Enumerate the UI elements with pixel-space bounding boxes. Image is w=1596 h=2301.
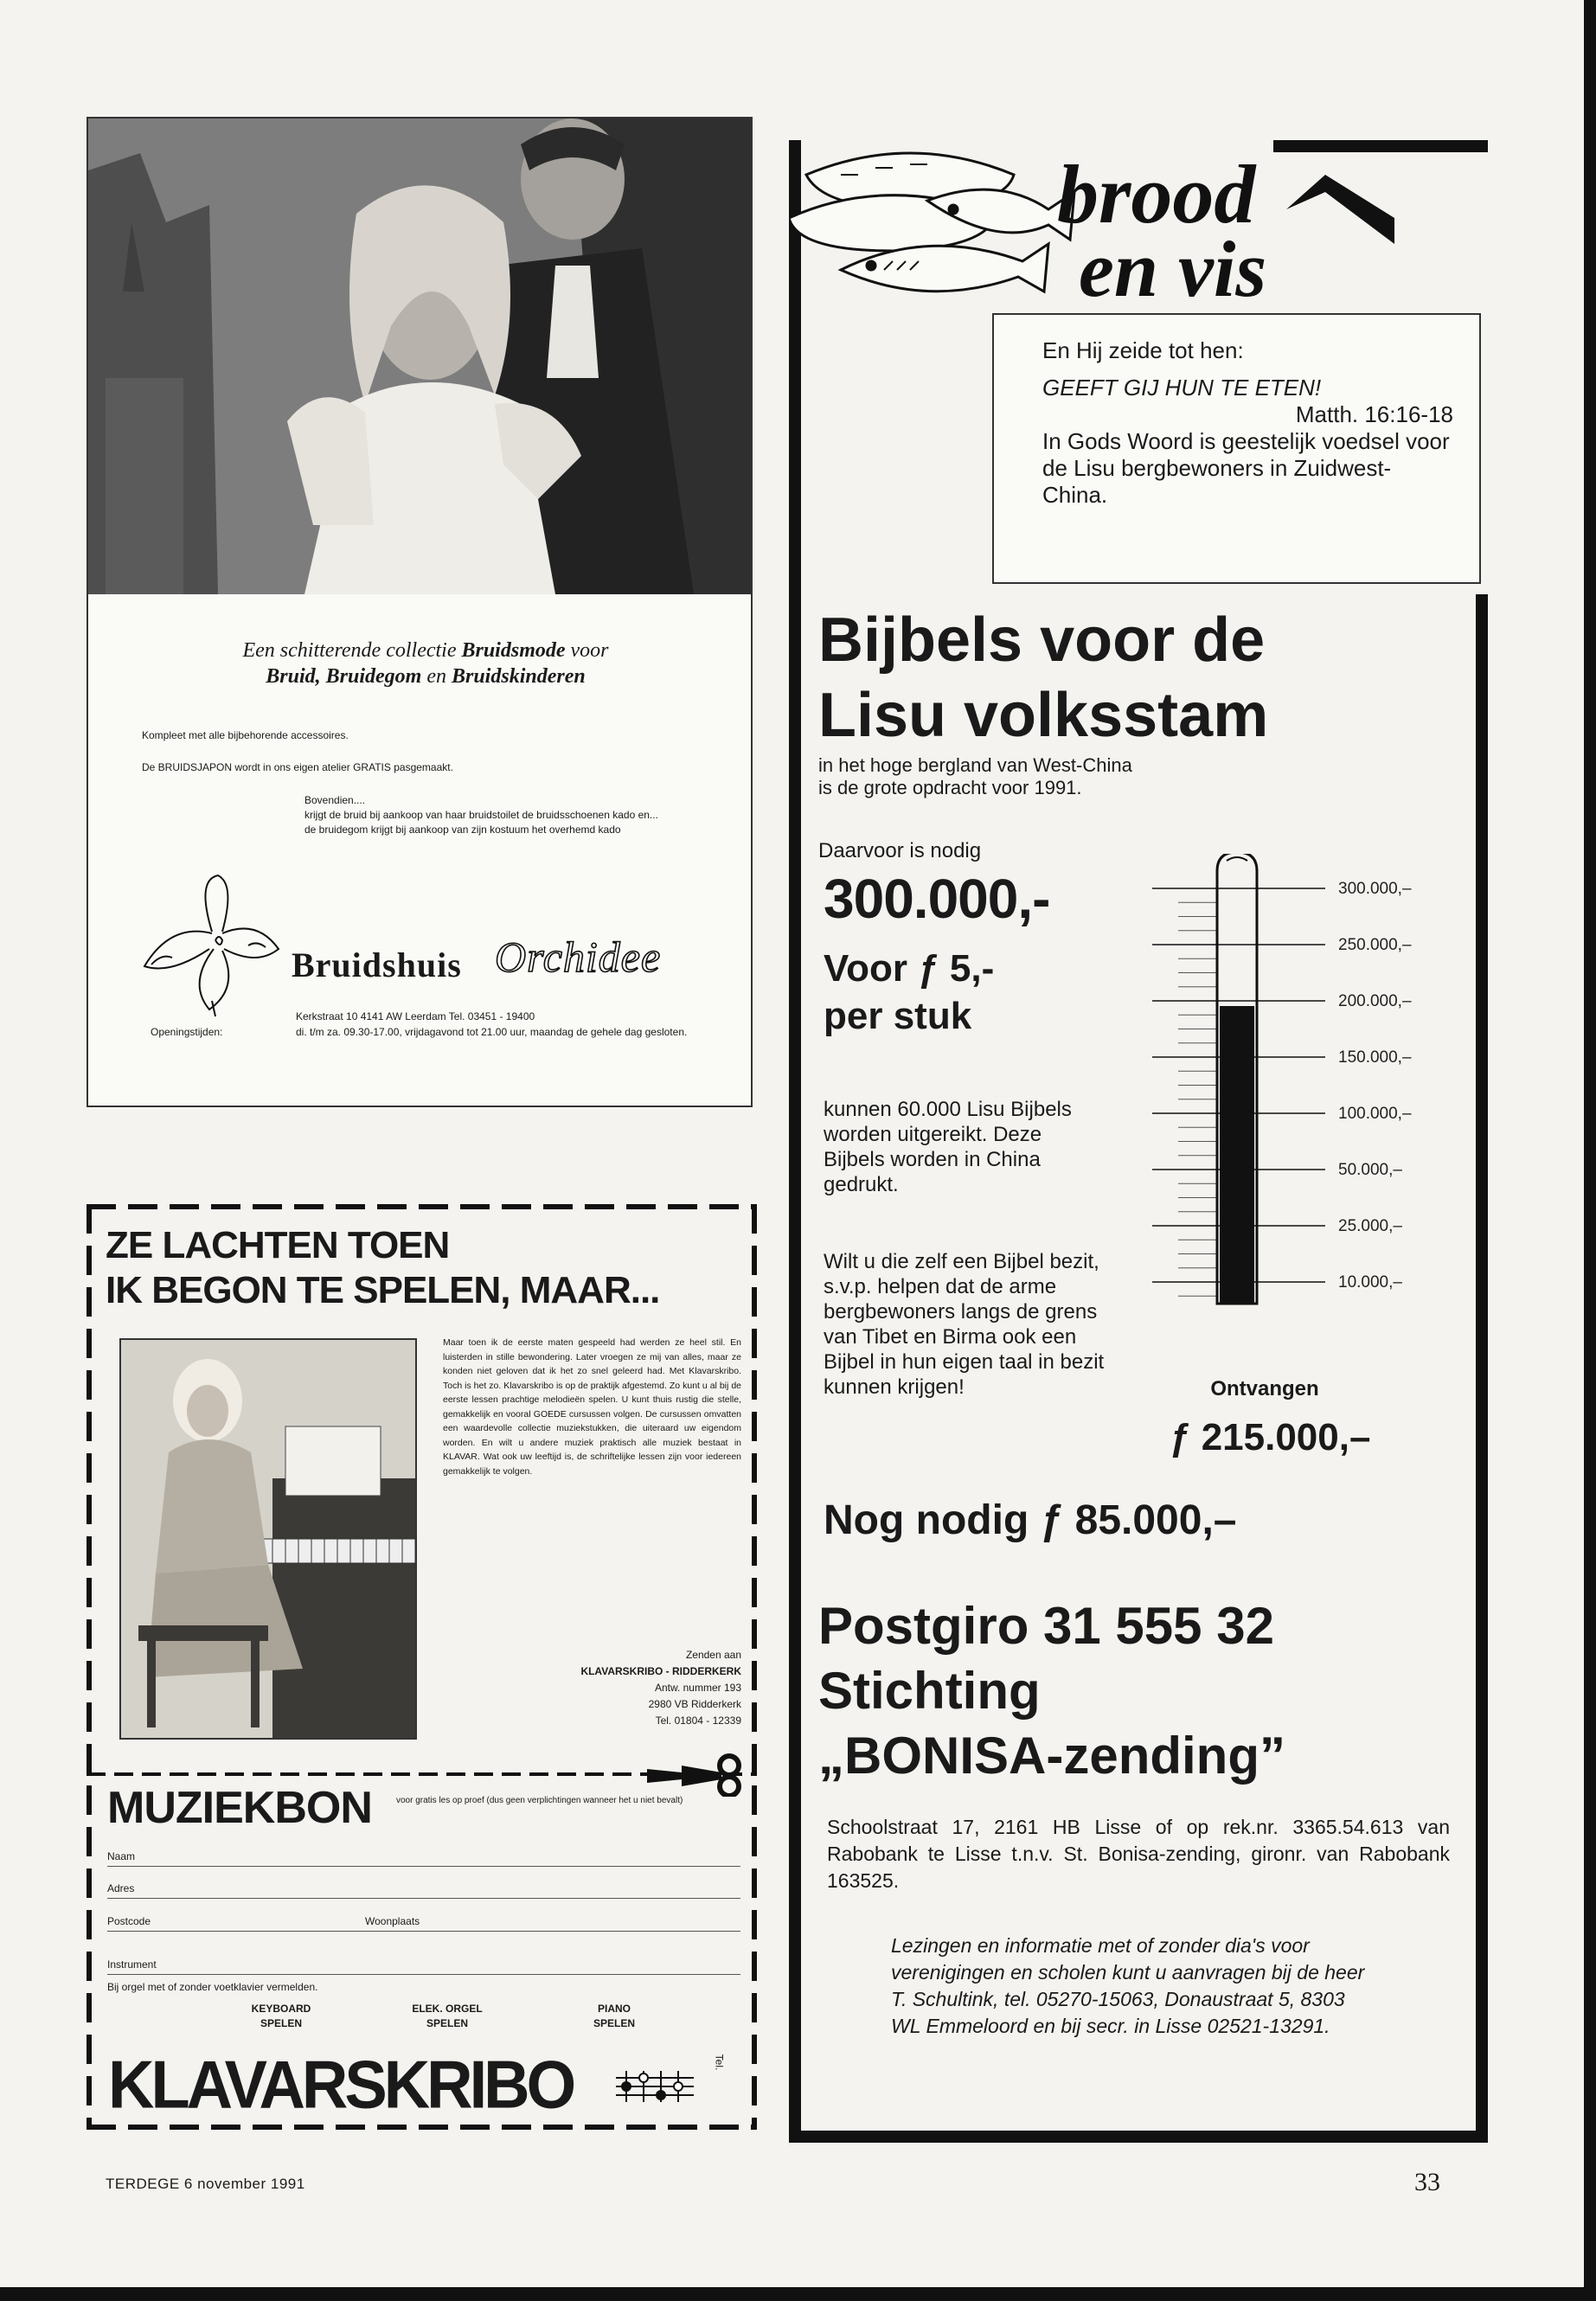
zending-headline: Bijbels voor de Lisu volksstam (818, 606, 1269, 750)
frame-border (789, 140, 801, 2143)
received-label: Ontvangen (1210, 1377, 1319, 1400)
appeal-text: Wilt u die zelf een Bijbel bezit, s.v.p. helpen dat de arme bergbewoners langs de grens van Tibet en Birma ook een Bijbel in hun eigen taal in bezit kunnen krijgen! (824, 1250, 1105, 1399)
organ-player-photo (119, 1338, 417, 1740)
postgiro-block: Postgiro 31 555 32 Stichting „BONISA-zending” (818, 1597, 1285, 1785)
muziek-headline: ZE LACHTEN TOEN IK BEGON TE SPELEN, MAAR... (106, 1224, 660, 1311)
price-per-bible: Voor ƒ 5,- per stuk (824, 947, 995, 1037)
still-needed-amount: Nog nodig ƒ 85.000,– (824, 1497, 1237, 1543)
scale-label: 150.000,– (1338, 1048, 1412, 1067)
bonisa-zending-advertisement (789, 140, 1488, 2143)
muziekbon-note: voor gratis les op proef (dus geen verplichtingen wanneer het u niet bevalt) (396, 1796, 683, 1805)
tel-label: Tel. (713, 2054, 726, 2071)
accessories-text: Kompleet met alle bijbehorende accessoires. (142, 729, 349, 741)
bank-address-text: Schoolstraat 17, 2161 HB Lisse of op rek.nr. 3365.54.613 van Rabobank te Lisse t.n.v. St. Bonisa-zending, gironr. van Rabobank 163525. (827, 1816, 1450, 1892)
bride-tagline: Een schitterende collectie Bruidsmode voor Bruid, Bruidegom en Bruidskinderen (242, 639, 609, 688)
choice-keyboard[interactable]: KEYBOARD SPELEN (251, 2003, 311, 2029)
scale-label: 100.000,– (1338, 1105, 1412, 1123)
choice-piano[interactable]: PIANO SPELEN (593, 2003, 635, 2029)
dashed-border (752, 1204, 757, 2130)
bride-groom-illustration (88, 119, 751, 594)
orgel-note: Bij orgel met of zonder voetklavier vermelden. (107, 1981, 318, 1993)
klavarskribo-advertisement (87, 1204, 757, 2130)
shop-address: Kerkstraat 10 4141 AW Leerdam Tel. 03451 - 19400 (296, 1010, 535, 1022)
dashed-border (87, 2125, 757, 2130)
hours-label: Openingstijden: (151, 1026, 223, 1038)
frame-border (1476, 594, 1488, 2143)
nodig-label: Daarvoor is nodig (818, 839, 982, 862)
lectures-text: Lezingen en informatie met of zonder dia's voor verenigingen en scholen kunt u aanvragen bij de heer T. Schultink, tel. 05270-15063, Donaustraat 5, 8303 WL Emmeloord en bij secr. in Lisse 02521-13291. (891, 1934, 1365, 2037)
muziekbon-title: MUZIEKBON (107, 1783, 372, 1833)
woonplaats-field[interactable]: Woonplaats (365, 1913, 740, 1932)
choice-elek-orgel[interactable]: ELEK. ORGEL SPELEN (412, 2003, 483, 2029)
scripture-reference: Matth. 16:16-18 (1295, 401, 1453, 427)
scale-label: 10.000,– (1338, 1273, 1402, 1292)
page-number: 33 (1414, 2168, 1440, 2196)
scripture-intro: En Hij zeide tot hen: (1042, 337, 1244, 363)
shop-brand-logo: Orchidee (495, 933, 662, 981)
bride-groom-photo (88, 119, 751, 594)
muziek-body-text: Maar toen ik de eerste maten gespeeld had werden ze heel stil. En luisterden in stille bewondering. Later vroegen ze mij van alles, maar ze konden niet geloven dat ik het zo snel geleerd had. Met Klavarskribo. Toch is het zo. Klavarskribo is op de praktijk afgestemd. Zo kunt u al bij de eerste lessen prachtige melodieën spelen. U kunt thuis rustig die stelle, gemakkelijk en vooral GOEDE cursussen volgen. De cursussen omvatten een waardevolle collectie muziekstukken, die uiteraard uw eigendom worden. En wilt u andere muziek praktisch alle muziek bestaat in KLAVAR. Wat ook uw leeftijd is, de schriftelijke lessen zijn voor iedereen gemakkelijk te volgen. (443, 1337, 741, 1477)
instrument-field[interactable]: Instrument (107, 1957, 740, 1975)
adres-field[interactable]: Adres (107, 1881, 740, 1899)
target-amount: 300.000,- (824, 868, 1050, 930)
bonus-text: Bovendien.... krijgt de bruid bij aankoop van haar bruidstoilet de bruidsschoenen kado en... de bruidegom krijgt bij aankoop van zijn kostuum het overhemd kado (304, 794, 658, 836)
shop-name: Bruidshuis (292, 945, 462, 984)
klavarskribo-logo: KLAVARSKRIBO (108, 2046, 574, 2123)
naam-field[interactable]: Naam (107, 1849, 740, 1867)
postcode-field[interactable]: Postcode (107, 1913, 367, 1932)
opening-hours: di. t/m za. 09.30-17.00, vrijdagavond tot 21.00 uur, maandag de gehele dag gesloten. (296, 1026, 688, 1038)
received-amount: ƒ 215.000,– (1170, 1416, 1371, 1458)
fundraising-thermometer (1152, 854, 1464, 1373)
scissors-icon (647, 1753, 751, 1797)
scripture-note: In Gods Woord is geestelijk voedsel voor de Lisu bergbewoners in Zuidwest-China. (1042, 428, 1450, 508)
scale-label: 300.000,– (1338, 880, 1412, 898)
bread-fish-icon (789, 153, 1074, 292)
scripture-box (992, 313, 1481, 584)
title-line1: brood (1057, 148, 1256, 240)
music-notes-icon (616, 2069, 694, 2104)
orchid-icon (136, 871, 287, 1018)
title-line2: en vis (1079, 225, 1267, 313)
scale-label: 25.000,– (1338, 1217, 1402, 1235)
zending-subtitle: in het hoge bergland van West-China is de grote opdracht voor 1991. (818, 754, 1132, 798)
scale-label: 50.000,– (1338, 1161, 1402, 1179)
thermometer-fill (1220, 1006, 1254, 1304)
scale-label: 250.000,– (1338, 936, 1412, 954)
dashed-border (87, 1204, 92, 2130)
sender-address: Zenden aan KLAVARSKRIBO - RIDDERKERK Antw. nummer 193 2980 VB Ridderkerk Tel. 01804 - 12339 (580, 1649, 741, 1727)
frame-border (789, 2131, 1488, 2143)
scripture-quote: GEEFT GIJ HUN TE ETEN! (1042, 375, 1322, 401)
thermometer-scale (1338, 880, 1412, 1292)
publication-footer: TERDEGE 6 november 1991 (106, 2176, 305, 2192)
distribution-text: kunnen 60.000 Lisu Bijbels worden uitgereikt. Deze Bijbels worden in China gedrukt. (824, 1098, 1072, 1196)
dashed-border (87, 1204, 757, 1209)
brood-en-vis-title-art (789, 140, 1488, 322)
bride-advertisement (87, 117, 753, 1107)
scale-label: 200.000,– (1338, 992, 1412, 1010)
organ-player-illustration (121, 1340, 415, 1738)
japon-text: De BRUIDSJAPON wordt in ons eigen atelier GRATIS pasgemaakt. (142, 761, 453, 773)
